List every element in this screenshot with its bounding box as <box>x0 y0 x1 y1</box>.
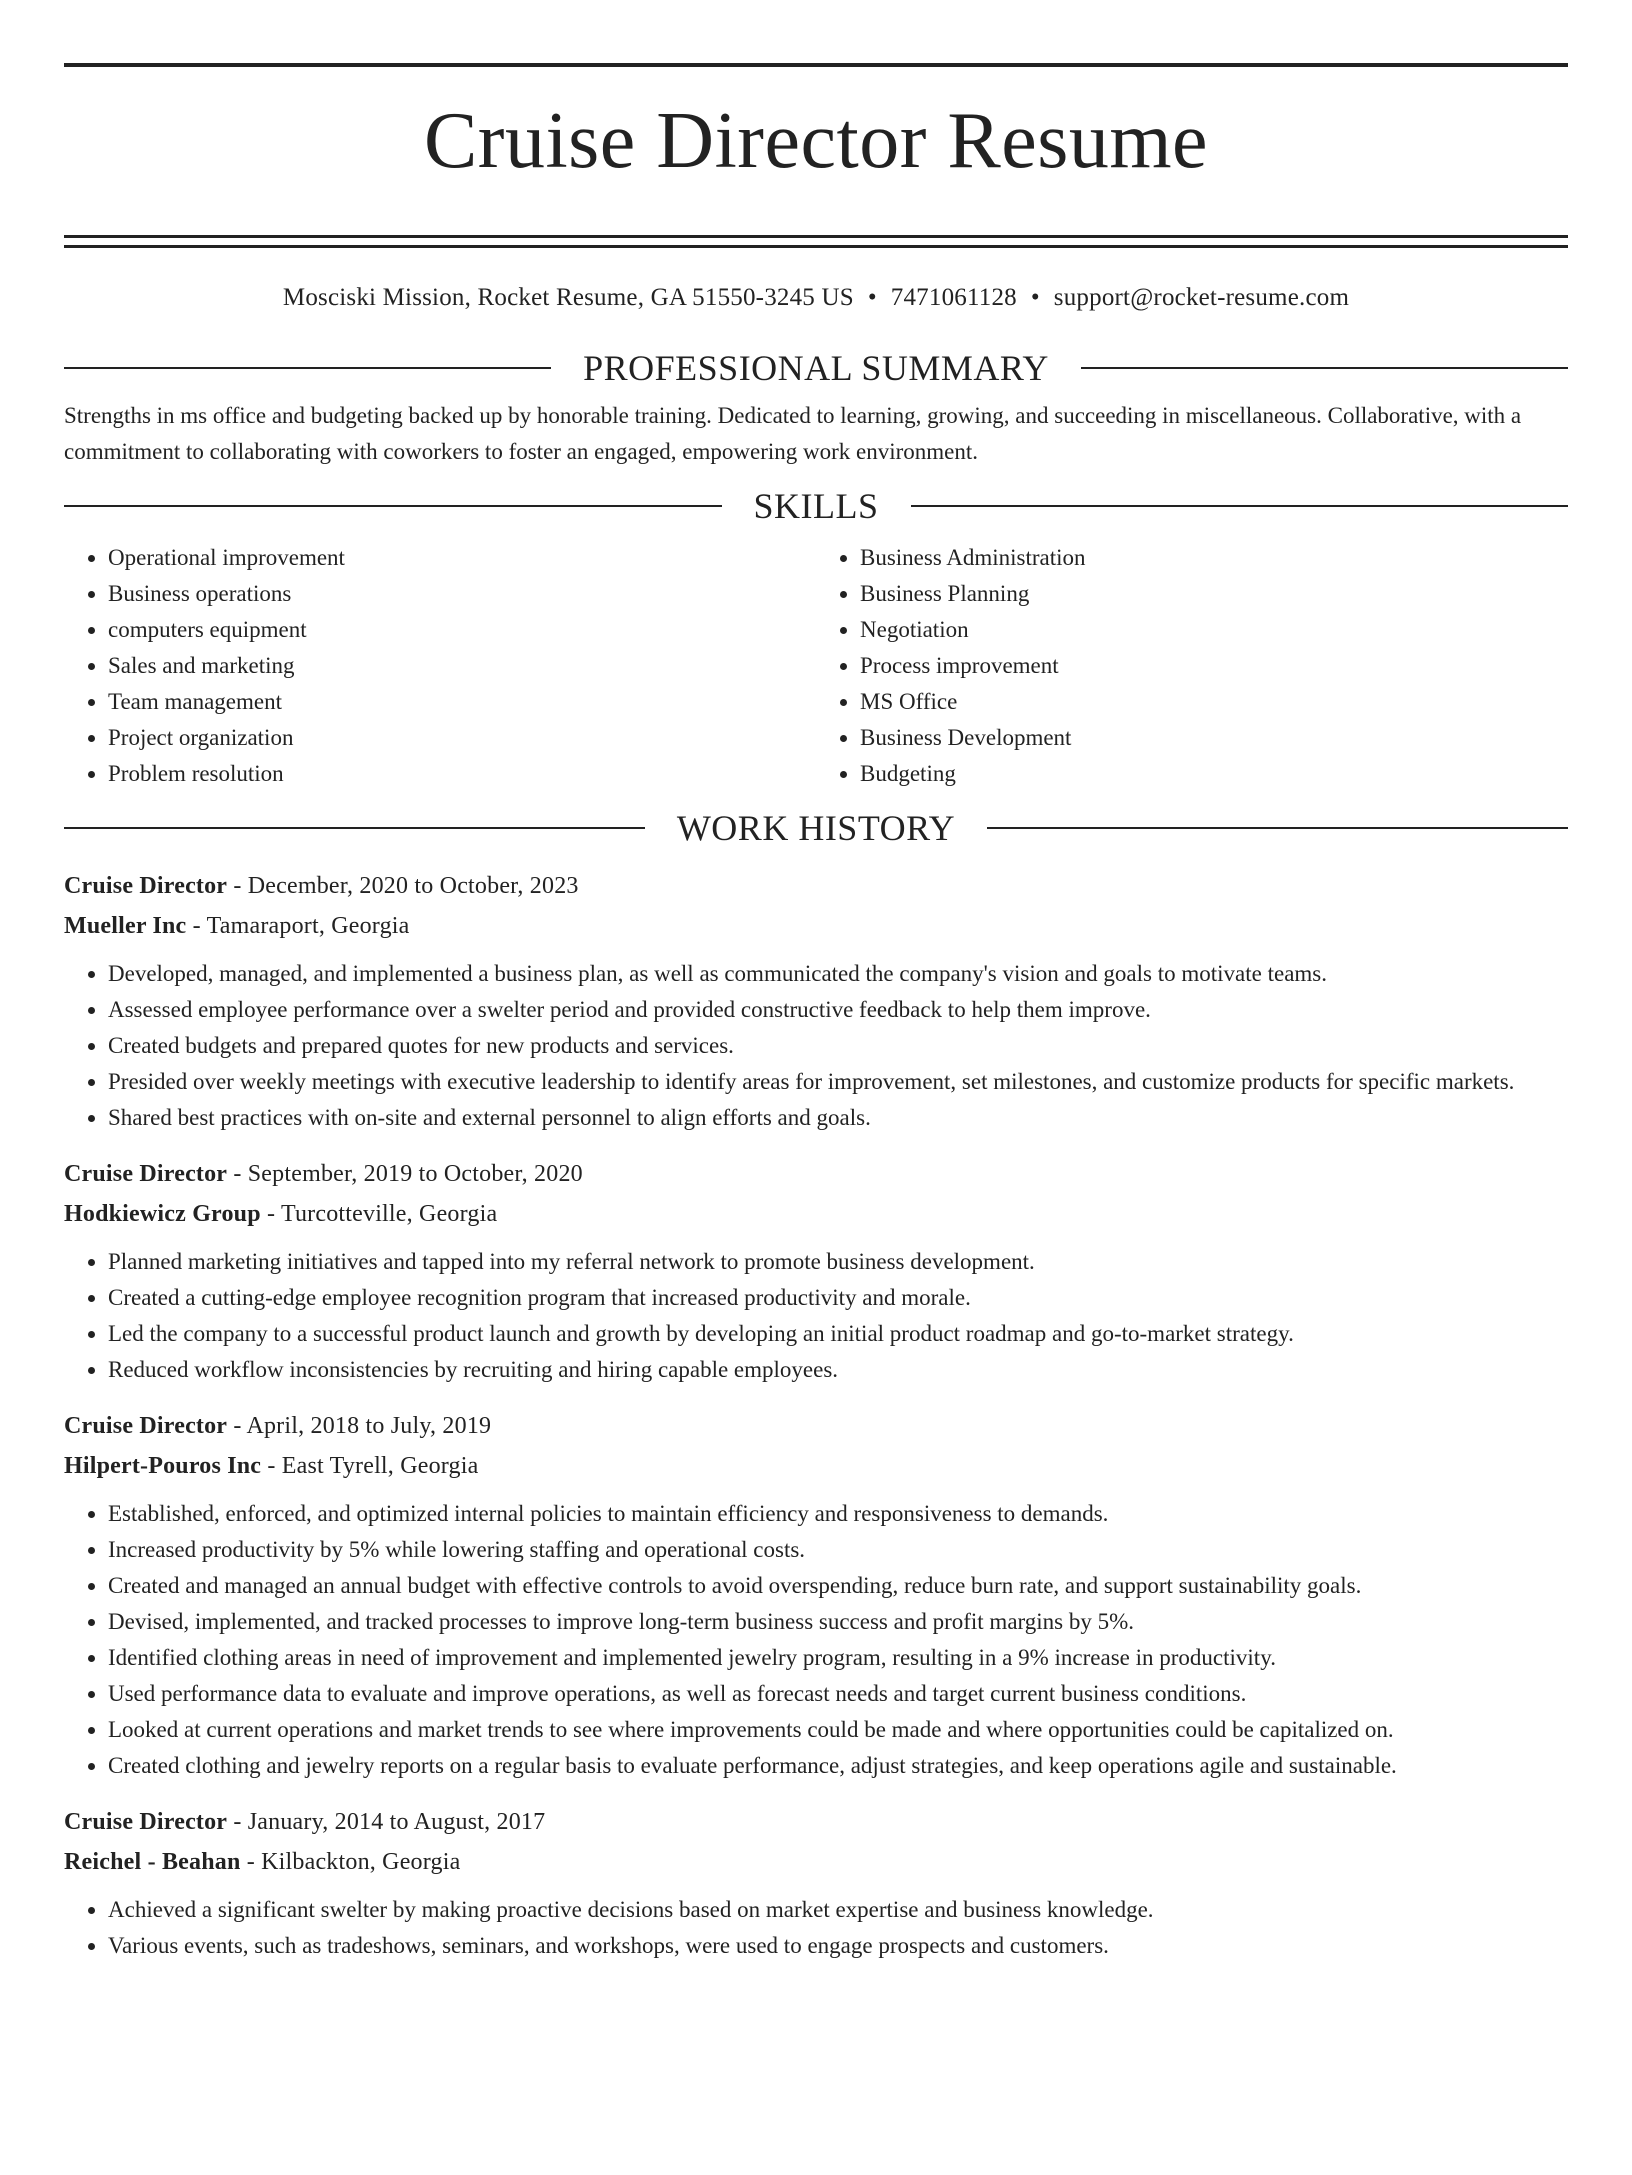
work-section-header <box>64 806 1568 850</box>
contact-separator: • <box>867 283 877 311</box>
job-company-line <box>64 1842 1568 1882</box>
skills-section-header <box>64 484 1568 528</box>
job-title-line <box>64 866 1568 906</box>
contact-line <box>64 283 1568 313</box>
job-title: Cruise Director <box>64 872 228 899</box>
skills-heading: SKILLS <box>753 485 879 526</box>
job-bullets <box>64 1244 1568 1388</box>
job-bullet: • Developed, managed, and implemented a business plan, as well as communicated the company's vision and goals to motivate teams. <box>108 956 1568 992</box>
skill-item: • Business Development <box>860 720 1568 756</box>
job-entry <box>64 1802 1568 1964</box>
job-bullets <box>64 956 1568 1136</box>
skill-item: • Team management <box>108 684 816 720</box>
skill-item: • Budgeting <box>860 756 1568 792</box>
job-bullet: • Increased productivity by 5% while lowering staffing and operational costs. <box>108 1532 1568 1568</box>
job-bullet: • Reduced workflow inconsistencies by recruiting and hiring capable employees. <box>108 1352 1568 1388</box>
job-company-line <box>64 1446 1568 1486</box>
section-rule-left <box>64 367 551 369</box>
job-bullet: • Used performance data to evaluate and improve operations, as well as forecast needs and target current business conditions. <box>108 1676 1568 1712</box>
job-company: Hilpert-Pouros Inc <box>64 1452 262 1479</box>
job-title: Cruise Director <box>64 1412 228 1439</box>
section-rule-left <box>64 505 722 507</box>
job-bullet: • Established, enforced, and optimized internal policies to maintain efficiency and responsiveness to demands. <box>108 1496 1568 1532</box>
work-heading: WORK HISTORY <box>676 807 956 848</box>
skill-item: • Negotiation <box>860 612 1568 648</box>
summary-heading: PROFESSIONAL SUMMARY <box>583 347 1049 388</box>
job-bullet: • Created budgets and prepared quotes for new products and services. <box>108 1028 1568 1064</box>
skill-item: • Project organization <box>108 720 816 756</box>
job-company-line <box>64 1194 1568 1234</box>
skill-item: • computers equipment <box>108 612 816 648</box>
job-bullets <box>64 1892 1568 1964</box>
job-title-line <box>64 1406 1568 1446</box>
contact-email: support@rocket-resume.com <box>1053 283 1350 311</box>
job-company: Mueller Inc <box>64 912 187 939</box>
resume-page <box>0 63 1632 2175</box>
job-company: Hodkiewicz Group <box>64 1200 261 1227</box>
skill-item: • Business Planning <box>860 576 1568 612</box>
job-bullet: • Achieved a significant swelter by making proactive decisions based on market expertise and business knowledge. <box>108 1892 1568 1928</box>
contact-separator: • <box>1030 283 1040 311</box>
job-location: - Kilbackton, Georgia <box>240 1848 461 1875</box>
job-dates: - December, 2020 to October, 2023 <box>227 872 579 899</box>
skill-item: • MS Office <box>860 684 1568 720</box>
skills-column-right <box>816 540 1568 792</box>
job-title: Cruise Director <box>64 1160 228 1187</box>
title-double-rule <box>64 235 1568 248</box>
job-entry <box>64 866 1568 1136</box>
job-entry <box>64 1406 1568 1784</box>
job-bullet: • Shared best practices with on-site and external personnel to align efforts and goals. <box>108 1100 1568 1136</box>
skill-item: • Process improvement <box>860 648 1568 684</box>
job-bullet: • Identified clothing areas in need of improvement and implemented jewelry program, resulting in a 9% increase in productivity. <box>108 1640 1568 1676</box>
section-rule-left <box>64 827 645 829</box>
summary-section-header <box>64 346 1568 390</box>
skill-item: • Business Administration <box>860 540 1568 576</box>
job-bullet: • Looked at current operations and market trends to see where improvements could be made and where opportunities could be capitalized on. <box>108 1712 1568 1748</box>
job-bullet: • Led the company to a successful product launch and growth by developing an initial product roadmap and go-to-market strategy. <box>108 1316 1568 1352</box>
section-rule-right <box>987 827 1568 829</box>
job-dates: - September, 2019 to October, 2020 <box>227 1160 583 1187</box>
skills-list <box>64 540 1568 792</box>
skill-item: • Business operations <box>108 576 816 612</box>
summary-text: Strengths in ms office and budgeting backed up by honorable training. Dedicated to learning, growing, and succeeding in miscellaneous. Collaborative, with a commitment to collaborating with coworkers to foster an engaged, empowering work environment. <box>64 402 1522 464</box>
job-bullet: • Assessed employee performance over a swelter period and provided constructive feedback to help them improve. <box>108 992 1568 1028</box>
skill-item: • Sales and marketing <box>108 648 816 684</box>
job-company: Reichel - Beahan <box>64 1848 241 1875</box>
job-bullet: • Planned marketing initiatives and tapped into my referral network to promote business development. <box>108 1244 1568 1280</box>
job-bullets <box>64 1496 1568 1784</box>
contact-address: Mosciski Mission, Rocket Resume, GA 51550-3245 US <box>282 283 854 311</box>
job-bullet: • Devised, implemented, and tracked processes to improve long-term business success and profit margins by 5%. <box>108 1604 1568 1640</box>
job-bullet: • Presided over weekly meetings with executive leadership to identify areas for improvement, set milestones, and customize products for specific markets. <box>108 1064 1568 1100</box>
job-bullet: • Created and managed an annual budget with effective controls to avoid overspending, reduce burn rate, and support sustainability goals. <box>108 1568 1568 1604</box>
skill-item: • Problem resolution <box>108 756 816 792</box>
top-rule <box>64 63 1568 67</box>
section-rule-right <box>911 505 1569 507</box>
job-entry <box>64 1154 1568 1388</box>
job-bullet: • Created clothing and jewelry reports on a regular basis to evaluate performance, adjust strategies, and keep operations agile and sustainable. <box>108 1748 1568 1784</box>
job-title: Cruise Director <box>64 1808 228 1835</box>
job-dates: - April, 2018 to July, 2019 <box>227 1412 492 1439</box>
job-location: - East Tyrell, Georgia <box>261 1452 479 1479</box>
skills-column-left <box>64 540 816 792</box>
skill-item: • Operational improvement <box>108 540 816 576</box>
job-location: - Turcotteville, Georgia <box>260 1200 498 1227</box>
page-title: Cruise Director Resume <box>423 97 1209 185</box>
job-title-line <box>64 1802 1568 1842</box>
job-company-line <box>64 906 1568 946</box>
job-location: - Tamaraport, Georgia <box>186 912 410 939</box>
job-bullet: • Created a cutting-edge employee recognition program that increased productivity and morale. <box>108 1280 1568 1316</box>
job-dates: - January, 2014 to August, 2017 <box>227 1808 546 1835</box>
section-rule-right <box>1081 367 1568 369</box>
job-title-line <box>64 1154 1568 1194</box>
contact-phone: 7471061128 <box>890 283 1017 311</box>
job-bullet: • Various events, such as tradeshows, seminars, and workshops, were used to engage prospects and customers. <box>108 1928 1568 1964</box>
